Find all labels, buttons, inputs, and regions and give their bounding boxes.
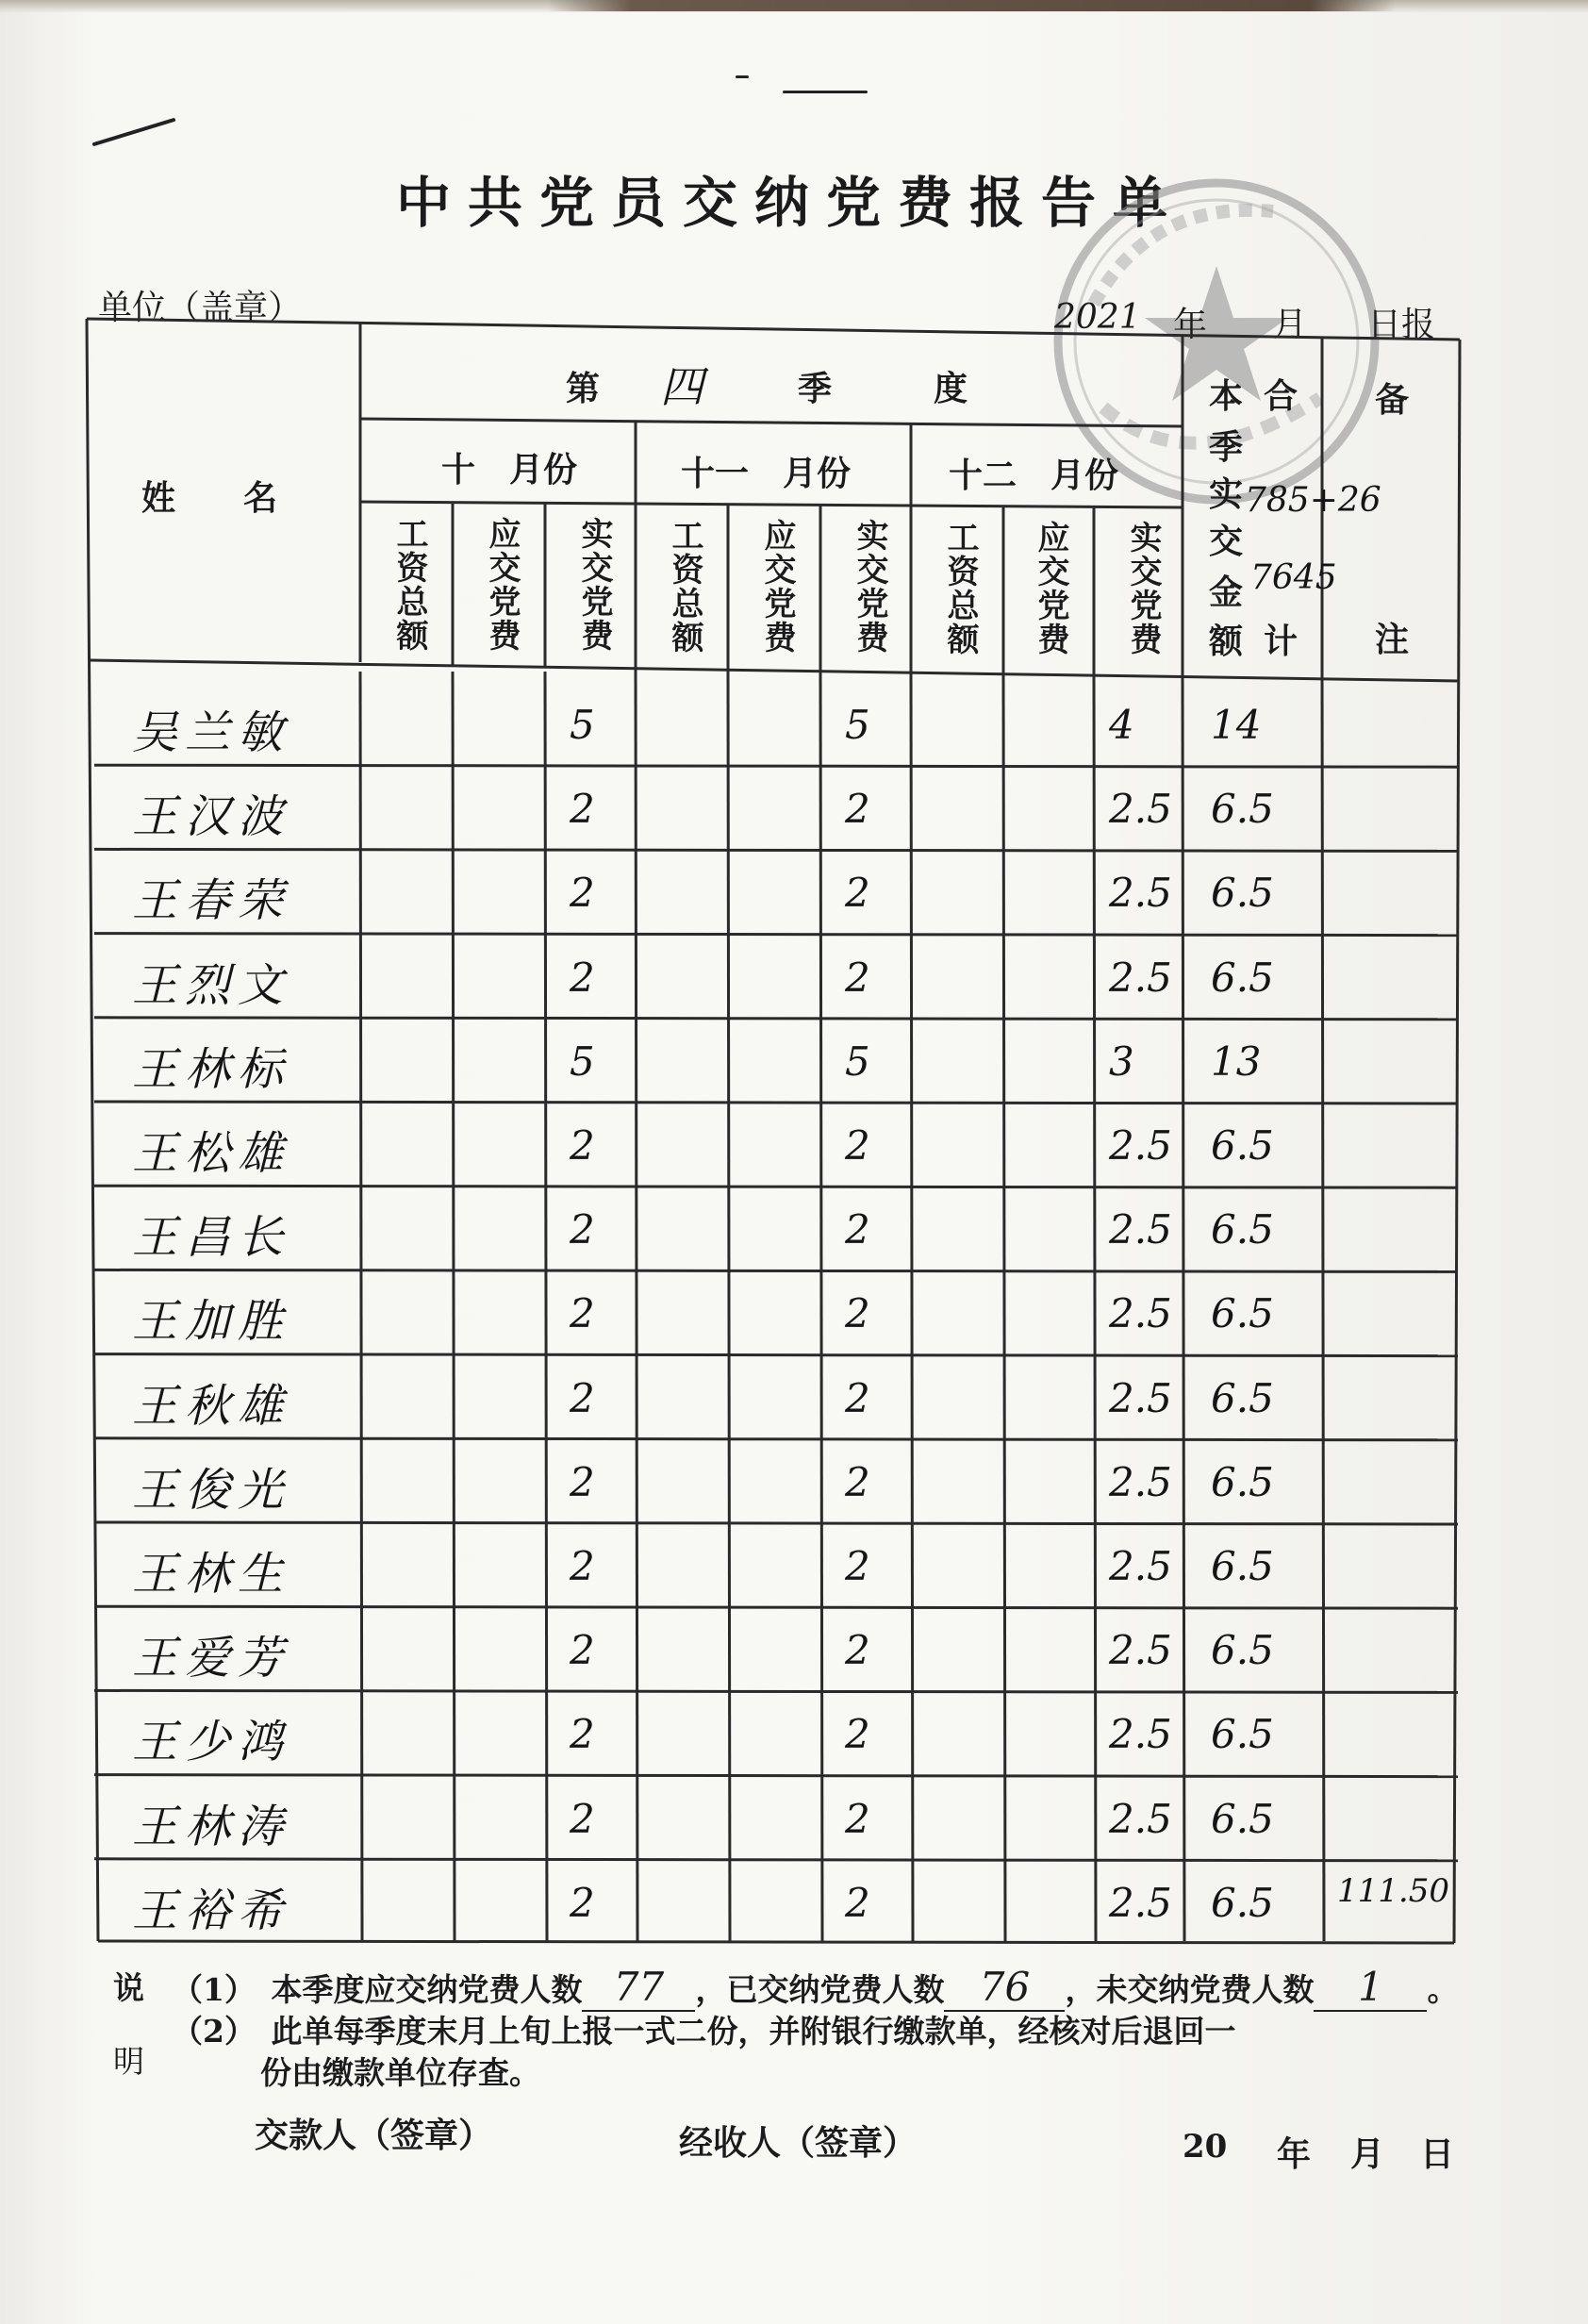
month-header-nov: 十一 月份 (681, 454, 852, 493)
notes-line-2: （2） 此单每季度末月上旬上报一式二份，并附银行缴款单，经核对后退回一 (172, 2013, 1236, 2050)
quarter-header-2: 四 (660, 361, 703, 412)
row-total-cell: 6.5 (1211, 1206, 1274, 1253)
row-oct-cell: 2 (570, 1879, 595, 1926)
row-dec-cell: 2.5 (1109, 1122, 1172, 1169)
notes-label-2: 明 (113, 2043, 144, 2080)
sub-header-due-nov: 应交党费 (758, 519, 796, 655)
row-dec-cell: 2.5 (1109, 954, 1172, 1001)
report-day-char: 日报 (1367, 306, 1436, 344)
sub-header-due-dec: 应交党费 (1032, 521, 1069, 656)
row-dec-cell: 2.5 (1109, 1711, 1172, 1758)
quarter-header-3: 季 (798, 369, 833, 408)
row-name-cell: 王林生 (132, 1548, 291, 1601)
row-name-cell: 王加胜 (132, 1295, 291, 1349)
row-remark-cell: 111.50 (1337, 1871, 1449, 1910)
total-header-ben: 本 (1209, 376, 1244, 416)
row-name-cell: 王汉波 (132, 790, 291, 844)
row-total-cell: 13 (1211, 1038, 1262, 1085)
row-nov-cell: 2 (845, 1122, 870, 1169)
row-name-cell: 王秋雄 (132, 1379, 291, 1433)
row-total-cell: 6.5 (1211, 1543, 1274, 1589)
footer-year-prefix: 20 (1183, 2128, 1228, 2166)
total-header-e: 额 (1209, 622, 1244, 661)
due-count: 77 (582, 1964, 695, 2012)
total-annotation-top: 785+26 (1245, 481, 1381, 520)
row-name-cell: 吴兰敏 (132, 706, 291, 759)
total-header-ji: 季 (1209, 427, 1244, 467)
total-header-jiao: 交 (1209, 522, 1244, 561)
row-oct-cell: 2 (570, 1374, 595, 1421)
row-name-cell: 王松雄 (132, 1127, 291, 1180)
row-nov-cell: 5 (845, 1038, 870, 1085)
row-total-cell: 6.5 (1211, 1374, 1274, 1421)
row-name-cell: 王俊光 (132, 1463, 291, 1517)
notes-line1-end: 。 (1427, 1971, 1459, 2008)
row-oct-cell: 2 (570, 1627, 595, 1674)
total-header-shi: 实 (1209, 474, 1244, 514)
row-nov-cell: 2 (845, 1795, 870, 1842)
total-annotation-mid: 7645 (1250, 558, 1337, 597)
row-name-cell: 王爱芳 (132, 1632, 291, 1685)
total-header-jisum: 计 (1264, 622, 1299, 661)
row-name-cell: 王少鸿 (132, 1716, 291, 1769)
row-dec-cell: 4 (1109, 702, 1134, 748)
row-total-cell: 6.5 (1211, 1627, 1274, 1674)
row-oct-cell: 5 (570, 1038, 595, 1085)
row-dec-cell: 2.5 (1109, 1879, 1172, 1926)
report-year: 2021 (1054, 298, 1141, 337)
row-name-cell: 王林标 (132, 1042, 291, 1096)
row-name-cell: 王昌长 (132, 1211, 291, 1265)
report-year-char: 年 (1173, 306, 1208, 344)
footer-month-char: 月 (1350, 2134, 1385, 2174)
row-oct-cell: 2 (570, 870, 595, 917)
row-nov-cell: 2 (845, 1711, 870, 1758)
row-nov-cell: 2 (845, 1627, 870, 1674)
row-dec-cell: 2.5 (1109, 1795, 1172, 1842)
row-oct-cell: 2 (570, 1458, 595, 1505)
row-nov-cell: 5 (845, 702, 870, 748)
notes-line1-mid2: ，未交纳党费人数 (1065, 1971, 1315, 2008)
row-dec-cell: 2.5 (1109, 1627, 1172, 1674)
unpaid-count: 1 (1314, 1964, 1427, 2012)
sub-header-paid-nov: 实交党费 (851, 519, 888, 655)
sub-header-salary-dec: 工资总额 (941, 521, 979, 656)
row-dec-cell: 3 (1109, 1038, 1134, 1085)
paid-count: 76 (944, 1964, 1065, 2012)
row-nov-cell: 2 (845, 1543, 870, 1589)
month-header-oct: 十 月份 (441, 450, 578, 490)
notes-line1-mid: ，已交纳党费人数 (695, 1971, 945, 2008)
row-nov-cell: 2 (845, 1879, 870, 1926)
row-dec-cell: 2.5 (1109, 870, 1172, 917)
row-total-cell: 6.5 (1211, 870, 1274, 917)
row-nov-cell: 2 (845, 870, 870, 917)
month-header-dec: 十二 月份 (949, 456, 1119, 495)
row-total-cell: 6.5 (1211, 954, 1274, 1001)
receiver-signature-label: 经收人（签章） (679, 2123, 918, 2163)
row-oct-cell: 2 (570, 1122, 595, 1169)
row-nov-cell: 2 (845, 1290, 870, 1337)
row-dec-cell: 2.5 (1109, 786, 1172, 833)
notes-label-1: 说 (113, 1969, 144, 2006)
row-nov-cell: 2 (845, 786, 870, 833)
row-nov-cell: 2 (845, 1374, 870, 1421)
quarter-header-1: 第 (566, 369, 601, 408)
name-header: 姓 名 (141, 478, 278, 518)
remark-header-bei: 备 (1375, 380, 1410, 420)
row-nov-cell: 2 (845, 1206, 870, 1253)
row-oct-cell: 2 (570, 954, 595, 1001)
row-oct-cell: 5 (570, 702, 595, 748)
row-name-cell: 王林涛 (132, 1800, 291, 1853)
sub-header-paid-oct: 实交党费 (575, 517, 613, 653)
row-dec-cell: 2.5 (1109, 1458, 1172, 1505)
row-nov-cell: 2 (845, 1458, 870, 1505)
row-oct-cell: 2 (570, 1290, 595, 1337)
sub-header-salary-oct: 工资总额 (390, 517, 428, 653)
row-oct-cell: 2 (570, 1711, 595, 1758)
row-dec-cell: 2.5 (1109, 1543, 1172, 1589)
row-oct-cell: 2 (570, 1543, 595, 1589)
remark-header-zhu: 注 (1375, 620, 1410, 659)
row-total-cell: 6.5 (1211, 786, 1274, 833)
row-name-cell: 王春荣 (132, 874, 291, 928)
sub-header-due-oct: 应交党费 (483, 517, 521, 653)
row-total-cell: 6.5 (1211, 1711, 1274, 1758)
row-dec-cell: 2.5 (1109, 1374, 1172, 1421)
row-oct-cell: 2 (570, 786, 595, 833)
row-name-cell: 王烈文 (132, 958, 291, 1012)
row-total-cell: 14 (1211, 702, 1262, 748)
row-dec-cell: 2.5 (1109, 1290, 1172, 1337)
notes-line-3: 份由缴款单位存查。 (260, 2054, 540, 2091)
notes-line-1 (172, 1964, 1458, 2012)
notes-line1-prefix: （1） 本季度应交纳党费人数 (172, 1971, 583, 2008)
row-total-cell: 6.5 (1211, 1795, 1274, 1842)
report-month-char: 月 (1273, 306, 1308, 344)
total-header-he: 合 (1264, 376, 1299, 416)
row-nov-cell: 2 (845, 954, 870, 1001)
row-total-cell: 6.5 (1211, 1122, 1274, 1169)
total-header-jin: 金 (1209, 573, 1244, 612)
row-total-cell: 6.5 (1211, 1290, 1274, 1337)
row-total-cell: 6.5 (1211, 1458, 1274, 1505)
row-total-cell: 6.5 (1211, 1879, 1274, 1926)
unit-seal-label: 单位（盖章） (98, 289, 303, 327)
payer-signature-label: 交款人（签章） (255, 2116, 493, 2155)
row-oct-cell: 2 (570, 1795, 595, 1842)
quarter-header-4: 度 (934, 369, 968, 408)
footer-year-char: 年 (1277, 2134, 1312, 2174)
sub-header-salary-nov: 工资总额 (666, 519, 703, 655)
row-name-cell: 王裕希 (132, 1884, 291, 1937)
page-title: 中共党员交纳党费报告单 (396, 171, 1185, 235)
row-oct-cell: 2 (570, 1206, 595, 1253)
sub-header-paid-dec: 实交党费 (1124, 521, 1162, 656)
footer-day-char: 日 (1420, 2134, 1455, 2174)
row-dec-cell: 2.5 (1109, 1206, 1172, 1253)
